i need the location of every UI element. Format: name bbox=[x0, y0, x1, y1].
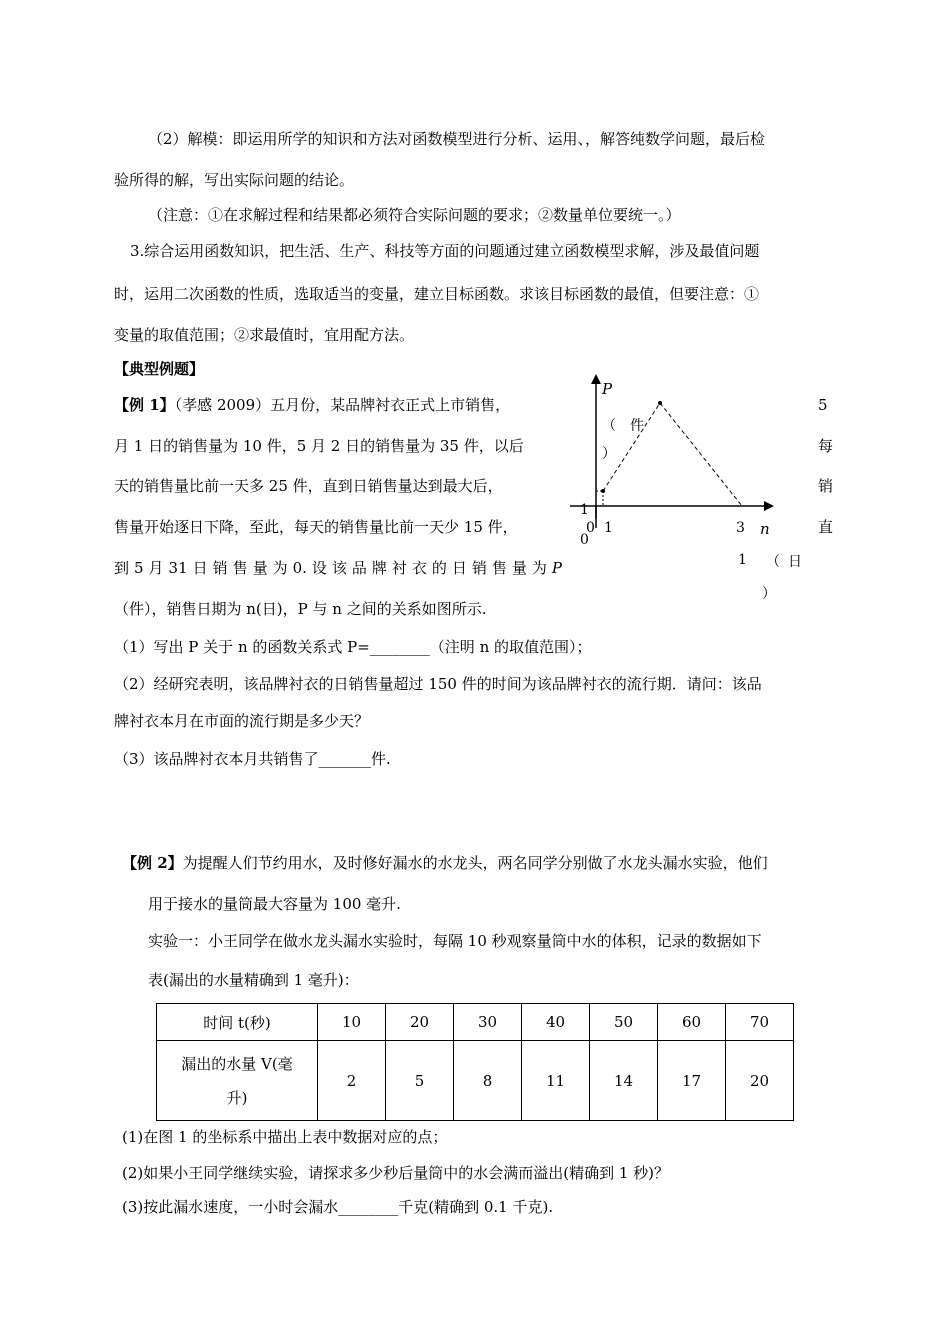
spread-word: 销 bbox=[212, 559, 228, 577]
y-axis-letter: P bbox=[602, 380, 613, 398]
spread-word: 到 bbox=[114, 559, 130, 577]
table-cell: 2 bbox=[318, 1041, 386, 1121]
example2-line-4: 表(漏出的水量精确到 1 毫升)： bbox=[148, 971, 359, 989]
example2-line-3: 实验一：小王同学在做水龙头漏水实验时，每隔 10 秒观察量筒中水的体积，记录的数据如下 bbox=[148, 932, 762, 950]
table-cell: 17 bbox=[658, 1041, 726, 1121]
spread-word: 品 bbox=[351, 559, 367, 577]
spread-word: P bbox=[551, 559, 562, 577]
x-tick-31-ones: 1 bbox=[738, 552, 747, 568]
x-tick-31-tens: 3 bbox=[736, 520, 745, 536]
table-cell: 10 bbox=[318, 1004, 386, 1041]
label-10-ones: 0 bbox=[580, 532, 589, 548]
spread-word: 销 bbox=[471, 559, 487, 577]
example1-line-2-right: 每 bbox=[818, 437, 834, 455]
table-cell: 11 bbox=[522, 1041, 590, 1121]
example1-question-2-line-1: （2）经研究表明，该品牌衬衣的日销售量超过 150 件的时间为该品牌衬衣的流行期．请问：该品 bbox=[114, 675, 762, 693]
note-line: （注意：①在求解过程和结果都必须符合实际问题的要求；②数量单位要统一。） bbox=[148, 206, 681, 224]
label-10-tens: 1 bbox=[580, 502, 589, 518]
example2-question-2: (2)如果小王同学继续实验，请探求多少秒后量筒中的水会满而溢出(精确到 1 秒)？ bbox=[122, 1164, 670, 1182]
example1-line-4-right: 直 bbox=[818, 518, 834, 536]
x-unit-text: 日 bbox=[788, 554, 802, 570]
origin-label: 0 bbox=[586, 520, 595, 536]
y-unit-close: ） bbox=[602, 446, 616, 462]
spread-word: 量 bbox=[252, 559, 268, 577]
spread-word: 衬 bbox=[391, 559, 407, 577]
table-cell: 30 bbox=[454, 1004, 522, 1041]
spread-word: 的 bbox=[431, 559, 447, 577]
spread-word: 为 bbox=[531, 559, 547, 577]
example1-question-2-line-2: 牌衬衣本月在市面的流行期是多少天？ bbox=[114, 712, 370, 730]
examples-heading: 【典型例题】 bbox=[114, 360, 205, 378]
example2-line-1 bbox=[122, 852, 768, 874]
example1-line-3-right: 销 bbox=[818, 477, 834, 495]
table-header-time: 时间 t(秒) bbox=[157, 1004, 318, 1041]
table-cell: 60 bbox=[658, 1004, 726, 1041]
start-point bbox=[601, 489, 605, 493]
point3-line-2: 时，运用二次函数的性质，选取适当的变量，建立目标函数。求该目标函数的最值，但要注意：① bbox=[114, 285, 760, 303]
example2-line-1-text: 为提醒人们节约用水，及时修好漏水的水龙头，两名同学分别做了水龙头漏水实验，他们 bbox=[182, 854, 768, 872]
table-cell: 50 bbox=[590, 1004, 658, 1041]
peak-point bbox=[658, 401, 662, 405]
spread-word: 0. bbox=[292, 559, 307, 577]
spread-word: 日 bbox=[451, 559, 467, 577]
spread-word: 月 bbox=[148, 559, 164, 577]
solve-step-line-2: 验所得的解，写出实际问题的结论。 bbox=[114, 171, 355, 189]
example2-label: 【例 2】 bbox=[122, 854, 183, 872]
example1-line-1-text: （孝感 2009）五月份，某品牌衬衣正式上市销售， bbox=[174, 396, 511, 414]
spread-word: 5 bbox=[134, 559, 144, 577]
example1-line-1 bbox=[114, 394, 510, 416]
table-cell: 70 bbox=[726, 1004, 794, 1041]
x-unit-close: ） bbox=[762, 586, 776, 602]
example1-label: 【例 1】 bbox=[114, 396, 175, 414]
spread-word: 该 bbox=[331, 559, 347, 577]
spread-word: 设 bbox=[311, 559, 327, 577]
spread-word: 日 bbox=[192, 559, 208, 577]
example1-line-4: 售量开始逐日下降，至此，每天的销售量比前一天少 15 件， bbox=[114, 518, 518, 536]
example1-line-5 bbox=[114, 557, 562, 579]
spread-word: 为 bbox=[272, 559, 288, 577]
table-cell: 8 bbox=[454, 1041, 522, 1121]
table-cell: 20 bbox=[386, 1004, 454, 1041]
point3-line-3: 变量的取值范围；②求最值时，宜用配方法。 bbox=[114, 326, 415, 344]
solve-step-line-1: （2）解模：即运用所学的知识和方法对函数模型进行分析、运用、，解答纯数学问题，最后检 bbox=[148, 130, 766, 148]
spread-word: 量 bbox=[511, 559, 527, 577]
x-axis-letter: n bbox=[760, 520, 770, 538]
y-unit-text: 件 bbox=[630, 418, 644, 434]
leak-data-table bbox=[156, 1003, 794, 1121]
y-unit-open: （ bbox=[602, 418, 616, 434]
example1-line-1-right: 5 bbox=[818, 396, 828, 414]
table-cell: 5 bbox=[386, 1041, 454, 1121]
table-cell: 40 bbox=[522, 1004, 590, 1041]
sales-graph bbox=[560, 370, 800, 610]
example2-line-2: 用于接水的量筒最大容量为 100 毫升. bbox=[148, 895, 401, 913]
table-header-volume bbox=[157, 1041, 318, 1121]
falling-segment bbox=[660, 403, 742, 506]
spread-word: 31 bbox=[168, 559, 188, 577]
table-cell: 20 bbox=[726, 1041, 794, 1121]
table-cell: 14 bbox=[590, 1041, 658, 1121]
example2-question-3: (3)按此漏水速度，一小时会漏水________千克(精确到 0.1 千克). bbox=[122, 1198, 554, 1216]
example1-line-3: 天的销售量比前一天多 25 件，直到日销售量达到最大后， bbox=[114, 477, 503, 495]
x-tick-1: 1 bbox=[604, 520, 613, 536]
example1-question-3: （3）该品牌衬衣本月共销售了_______件. bbox=[114, 750, 391, 768]
spread-word: 售 bbox=[232, 559, 248, 577]
example1-question-1: （1）写出 P 关于 n 的函数关系式 P=________（注明 n 的取值范围）； bbox=[114, 638, 592, 656]
table-row-time bbox=[157, 1004, 794, 1041]
table-row-volume bbox=[157, 1041, 794, 1121]
example1-line-6: （件），销售日期为 n(日)，P 与 n 之间的关系如图所示. bbox=[114, 600, 487, 618]
point3-line-1: 3.综合运用函数知识，把生活、生产、科技等方面的问题通过建立函数模型求解，涉及最值问题 bbox=[130, 242, 760, 260]
x-unit-open: （ bbox=[766, 554, 780, 570]
example1-line-2: 月 1 日的销售量为 10 件，5 月 2 日的销售量为 35 件，以后 bbox=[114, 437, 524, 455]
example2-question-1: (1)在图 1 的坐标系中描出上表中数据对应的点； bbox=[122, 1128, 448, 1146]
table-header-volume-text: 漏出的水量 V(毫升) bbox=[181, 1054, 293, 1107]
spread-word: 牌 bbox=[371, 559, 387, 577]
spread-word: 衣 bbox=[411, 559, 427, 577]
spread-word: 售 bbox=[491, 559, 507, 577]
